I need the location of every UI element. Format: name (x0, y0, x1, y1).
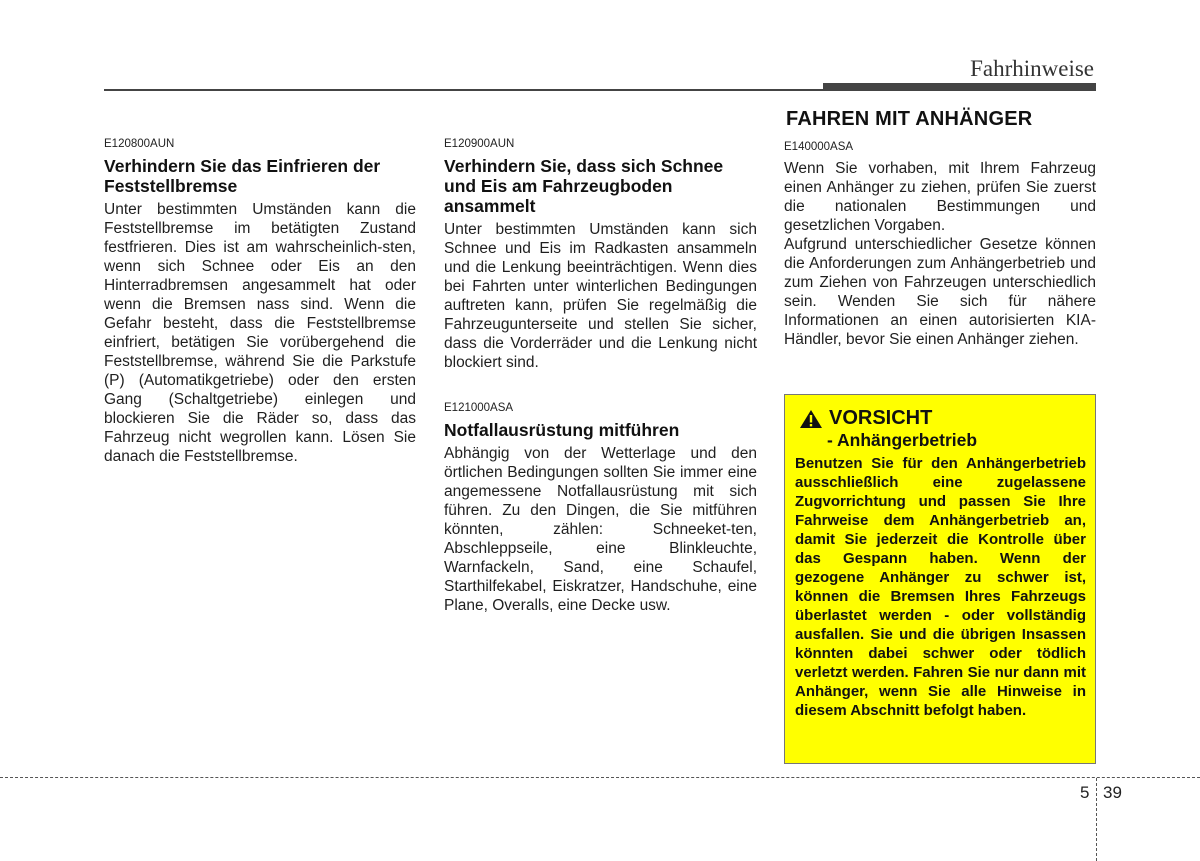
page-chapter-number: 5 (1080, 783, 1090, 802)
column-left (104, 138, 416, 466)
section-body: Unter bestimmten Umständen kann die Feststellbremse im betätigten Zustand festfrieren. Dies ist am wahrscheinlich-sten, wenn sich Schnee oder Eis an den Hinterradbremsen angesammelt hat oder wenn die Bremsen nass sind. Wenn die Gefahr besteht, dass die Feststellbremse einfriert, betätigen Sie vorübergehend die Feststellbremse, während Sie die Parkstufe (P) (Automatikgetriebe) oder den ersten Gang (Schaltgetriebe) einlegen und blockieren Sie die Räder so, dass das Fahrzeug nicht wegrollen kann. Lösen Sie danach die Feststellbremse. (104, 201, 416, 465)
footer-divider (0, 777, 1200, 778)
section-code: E120900AUN (444, 138, 515, 150)
section-code: E120800AUN (104, 138, 175, 150)
warning-subtitle: - Anhängerbetrieb (827, 430, 978, 450)
section-body: Wenn Sie vorhaben, mit Ihrem Fahrzeug einen Anhänger zu ziehen, prüfen Sie zuerst die nationalen Bestimmungen und gesetzlichen Vorgaben. (784, 160, 1096, 234)
section-code: E140000ASA (784, 141, 854, 153)
section-title: FAHREN MIT ANHÄNGER (786, 108, 1033, 130)
section-body: Aufgrund unterschiedlicher Gesetze können die Anforderungen zum Anhängerbetrieb und zum Ziehen von Fahrzeugen unterschiedlich sein. Wenden Sie sich für nähere Informationen an einen autorisierten KIA-Händler, bevor Sie einen Anhänger ziehen. (784, 236, 1096, 348)
section-body: Unter bestimmten Umständen kann sich Schnee und Eis im Radkasten ansammeln und die Lenkung beeinträchtigen. Wenn dies bei Fahrten unter winterlichen Bedingungen auftreten kann, prüfen Sie regelmäßig die Fahrzeugunterseite und stellen Sie sicher, dass die Vorderräder und die Lenkung nicht blockiert sind. (444, 221, 757, 371)
column-middle (444, 138, 757, 615)
page-number: 39 (1103, 783, 1122, 802)
section-body: Abhängig von der Wetterlage und den örtlichen Bedingungen sollten Sie immer eine angemessene Notfallausrüstung mit sich führen. Zu den Dingen, die Sie mitführen könnten, zählen: Schneeket-ten, Abschleppseile, eine Blinkleuchte, Warnfackeln, Sand, eine Schaufel, Starthilfekabel, Eiskratzer, Handschuhe, eine Plane, Overalls, eine Decke usw. (444, 445, 757, 614)
footer-vertical-divider (1096, 778, 1097, 861)
section-heading: Verhindern Sie das Einfrieren der Feststellbremse (104, 156, 381, 196)
column-right (784, 108, 1096, 349)
section-code: E121000ASA (444, 402, 514, 414)
section-heading: Notfallausrüstung mitführen (444, 420, 680, 440)
warning-title: VORSICHT (829, 407, 933, 429)
warning-text: Benutzen Sie für den Anhängerbetrieb ausschließlich eine zugelassene Zugvorrichtung und passen Sie Ihre Fahrweise dem Anhängerbetrieb an, damit Sie jederzeit die Kontrolle über das Gespann haben. Wenn der gezogene Anhänger zu schwer ist, können die Bremsen Ihres Fahrzeugs überlastet werden - oder vollständig ausfallen. Sie und die übrigen Insassen könnten dabei schwer oder tödlich verletzt werden. Fahren Sie nur dann mit Anhänger, wenn Sie alle Hinweise in diesem Abschnitt befolgt haben. (795, 455, 1086, 719)
header-rule (104, 89, 1096, 91)
section-heading: Verhindern Sie, dass sich Schnee und Eis am Fahrzeugboden ansammelt (444, 156, 724, 216)
warning-header (799, 407, 932, 430)
warning-triangle-icon (799, 409, 823, 429)
page-header-title: Fahrhinweise (970, 56, 1094, 81)
warning-box (784, 394, 1096, 764)
